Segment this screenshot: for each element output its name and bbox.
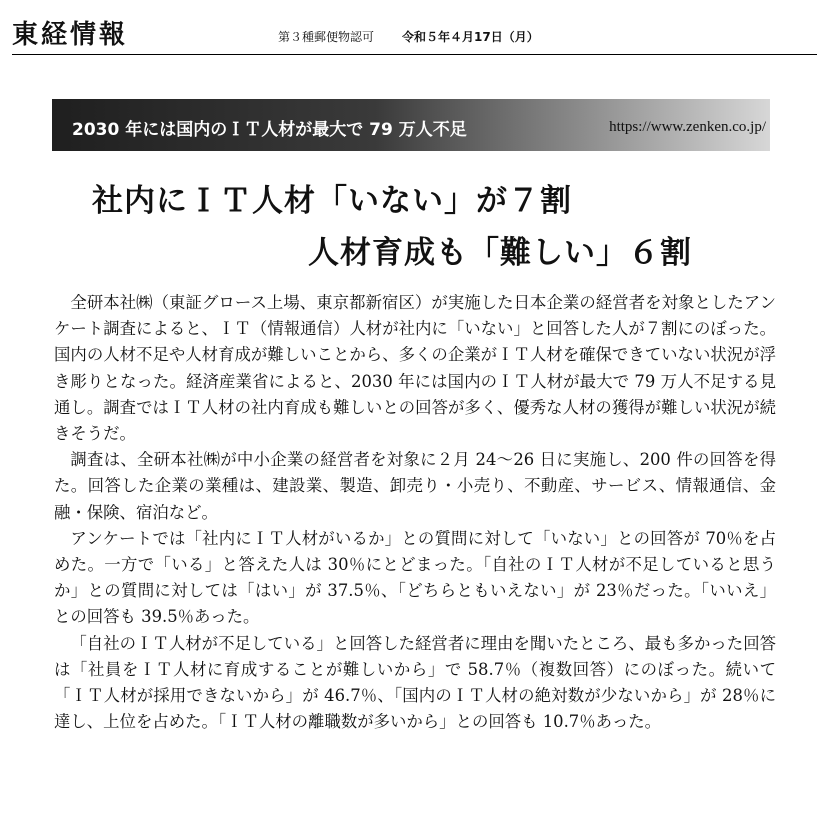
article-paragraph: 全研本社㈱（東証グロース上場、東京都新宿区）が実施した日本企業の経営者を対象としたアンケート調査によると、ＩＴ（情報通信）人材が社内に「いない」と回答した人が７割にのぼった。国内の人材不足や人材育成が難しいことから、多くの企業がＩＴ人材を確保できていない状況が浮き彫りとなった。経済産業省によると、2030 年には国内のＩＴ人材が最大で 79 万人不足する見通し。調査ではＩＴ人材の社内育成も難しいとの回答が多く、優秀な人材の獲得が難しい状況が続きそうだ。 — [54, 293, 776, 444]
article-paragraph: アンケートでは「社内にＩＴ人材がいるか」との質問に対して「いない」との回答が 70％を占めた。一方で「いる」と答えた人は 30％にとどまった。「自社のＩＴ人材が不足していると思うか」との質問に対しては「はい」が 37.5％、「どちらともいえない」が 23％だった。「いいえ」との回答も 39.5％あった。 — [54, 528, 776, 627]
paper-name: 東経情報 — [12, 20, 129, 50]
banner-headline: 2030 年には国内のＩＴ人材が最大で 79 万人不足 — [72, 120, 467, 140]
banner-url[interactable]: https://www.zenken.co.jp/ — [609, 119, 766, 135]
headline-line-1: 社内にＩＴ人材「いない」が７割 — [92, 183, 572, 219]
article-paragraph: 調査は、全研本社㈱が中小企業の経営者を対象に２月 24～26 日に実施し、200 件の回答を得た。回答した企業の業種は、建設業、製造、卸売り・小売り、不動産、サービス、情報通信、金融・保険、宿泊など。 — [54, 450, 776, 522]
issue-date: 令和５年４月17日（月） — [402, 30, 539, 44]
article-body — [54, 290, 776, 735]
article-paragraph: 「自社のＩＴ人材が不足している」と回答した経営者に理由を聞いたところ、最も多かった回答は「社員をＩＴ人材に育成することが難しいから」で 58.7％（複数回答）にのぼった。続いて「ＩＴ人材が採用できないから」が 46.7％、「国内のＩＴ人材の絶対数が少ないから」が 28％に達し、上位を占めた。「ＩＴ人材の離職数が多いから」との回答も 10.7％あった。 — [54, 633, 776, 732]
masthead-divider — [12, 54, 817, 55]
headline-line-2: 人材育成も「難しい」６割 — [308, 235, 692, 271]
topic-banner — [52, 99, 770, 151]
postal-permit: 第３種郵便物認可 — [278, 30, 375, 44]
